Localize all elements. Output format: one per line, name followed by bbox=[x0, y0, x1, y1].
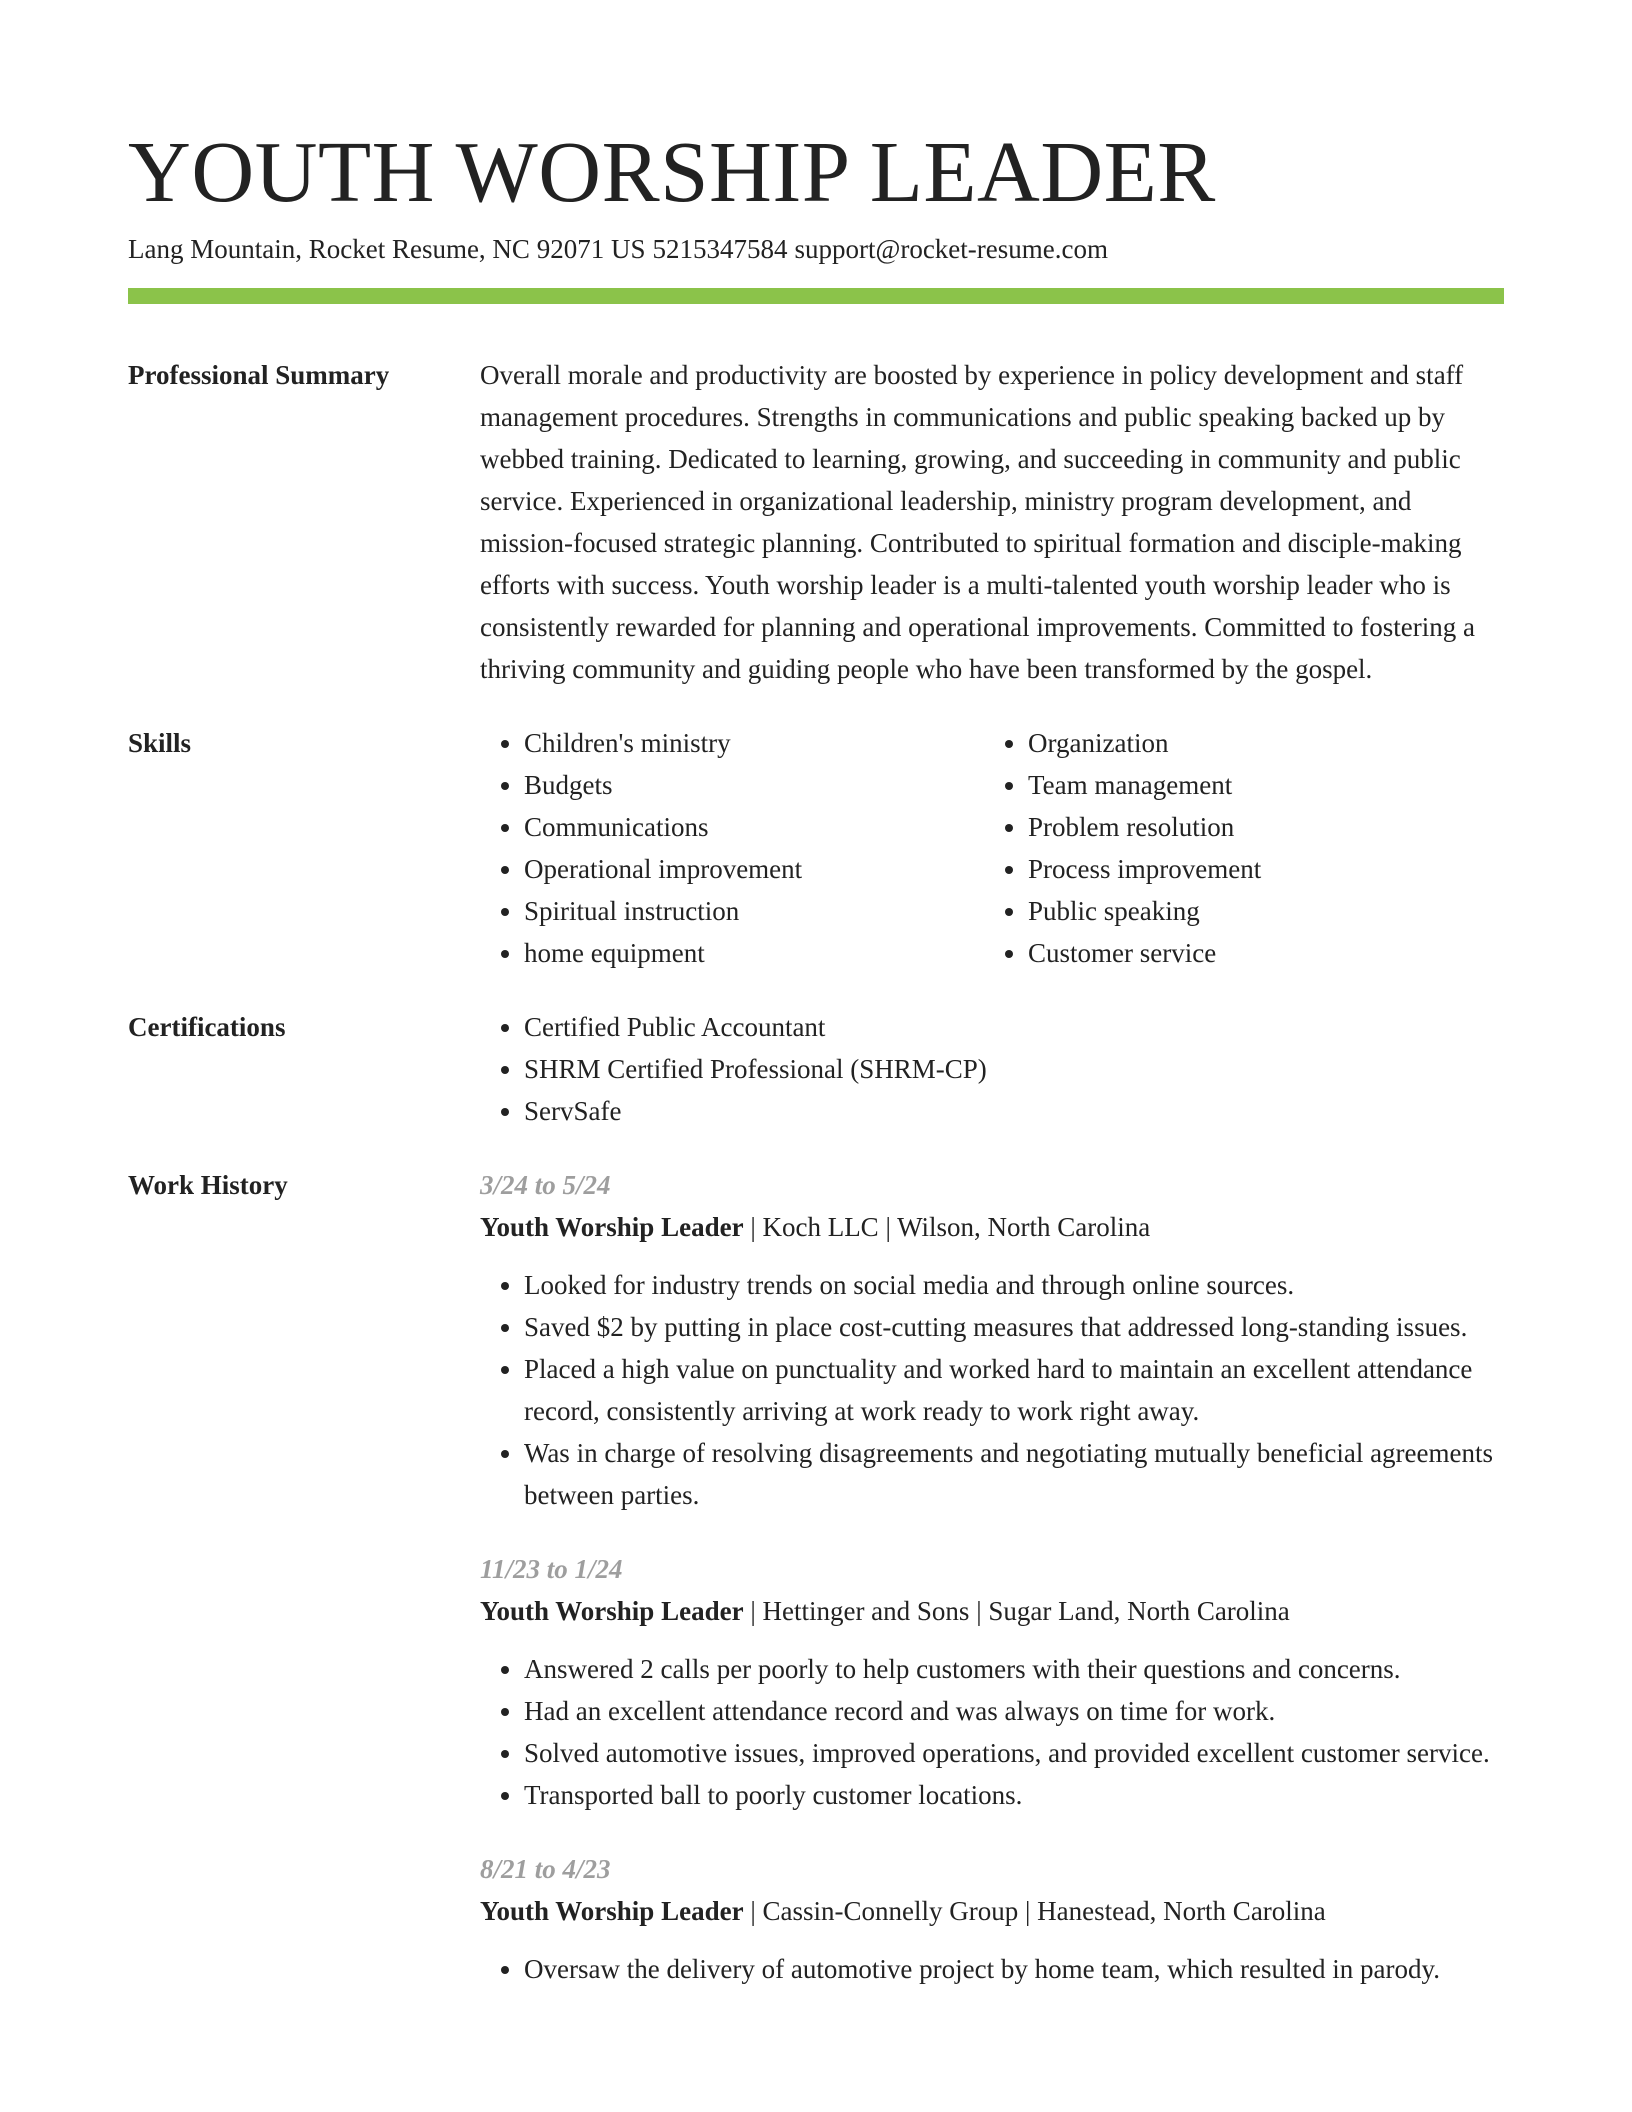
skill-item: • home equipment bbox=[524, 932, 984, 974]
job-header bbox=[480, 1206, 1504, 1248]
resume-title: YOUTH WORSHIP LEADER bbox=[128, 123, 1216, 220]
skill-item: • Customer service bbox=[1028, 932, 1504, 974]
section-heading: Skills bbox=[128, 728, 192, 758]
section-heading: Work History bbox=[128, 1170, 288, 1200]
skill-item: • Public speaking bbox=[1028, 890, 1504, 932]
section-heading: Professional Summary bbox=[128, 360, 390, 390]
skill-item: • Process improvement bbox=[1028, 848, 1504, 890]
job-company: Koch LLC bbox=[762, 1212, 879, 1242]
job-bullet: • Looked for industry trends on social media and through online sources. bbox=[524, 1264, 1504, 1306]
work-history-body bbox=[480, 1164, 1504, 1990]
separator: | bbox=[1018, 1896, 1038, 1926]
job-bullet: • Answered 2 calls per poorly to help customers with their questions and concerns. bbox=[524, 1648, 1504, 1690]
job-entry bbox=[480, 1848, 1504, 1990]
job-header bbox=[480, 1590, 1504, 1632]
skill-item: • Organization bbox=[1028, 722, 1504, 764]
certification-item: • SHRM Certified Professional (SHRM-CP) bbox=[524, 1048, 1504, 1090]
job-header bbox=[480, 1890, 1504, 1932]
job-bullet: • Was in charge of resolving disagreements and negotiating mutually beneficial agreements between parties. bbox=[524, 1432, 1504, 1516]
job-title: Youth Worship Leader bbox=[480, 1212, 744, 1242]
job-dates: 8/21 to 4/23 bbox=[480, 1854, 611, 1884]
contact-email: support@rocket-resume.com bbox=[794, 234, 1108, 264]
skill-item: • Problem resolution bbox=[1028, 806, 1504, 848]
accent-divider bbox=[128, 288, 1504, 304]
skills-column-left bbox=[480, 722, 984, 974]
skill-item: • Children's ministry bbox=[524, 722, 984, 764]
job-dates: 3/24 to 5/24 bbox=[480, 1170, 611, 1200]
certifications-list bbox=[480, 1006, 1504, 1132]
separator: | bbox=[743, 1212, 763, 1242]
job-location: Sugar Land, North Carolina bbox=[988, 1596, 1290, 1626]
job-entry bbox=[480, 1548, 1504, 1816]
skill-item: • Team management bbox=[1028, 764, 1504, 806]
certification-item: • ServSafe bbox=[524, 1090, 1504, 1132]
job-bullet: • Oversaw the delivery of automotive project by home team, which resulted in parody. bbox=[524, 1948, 1504, 1990]
job-bullets bbox=[480, 1648, 1504, 1816]
resume-page bbox=[128, 0, 1504, 1990]
job-title: Youth Worship Leader bbox=[480, 1896, 744, 1926]
job-title: Youth Worship Leader bbox=[480, 1596, 744, 1626]
summary-text: Overall morale and productivity are boosted by experience in policy development and staff management procedures. Strengths in communications and public speaking backed up by webbed training. Dedicated to learning, growing, and succeeding in community and public service. Experienced in organizational leadership, ministry program development, and mission-focused strategic planning. Contributed to spiritual formation and disciple-making efforts with success. Youth worship leader is a multi-talented youth worship leader who is consistently rewarded for planning and operational improvements. Committed to fostering a thriving community and guiding people who have been transformed by the gospel. bbox=[480, 360, 1476, 684]
job-bullet: • Solved automotive issues, improved operations, and provided excellent customer service. bbox=[524, 1732, 1504, 1774]
certifications-section bbox=[128, 1006, 1504, 1132]
skill-item: • Operational improvement bbox=[524, 848, 984, 890]
separator: | bbox=[743, 1896, 763, 1926]
skill-item: • Budgets bbox=[524, 764, 984, 806]
job-bullet: • Transported ball to poorly customer locations. bbox=[524, 1774, 1504, 1816]
certifications-body bbox=[480, 1006, 1504, 1132]
section-heading: Certifications bbox=[128, 1012, 286, 1042]
job-company: Cassin-Connelly Group bbox=[762, 1896, 1019, 1926]
job-bullet: • Placed a high value on punctuality and worked hard to maintain an excellent attendance record, consistently arriving at work ready to work right away. bbox=[524, 1348, 1504, 1432]
job-company: Hettinger and Sons bbox=[762, 1596, 970, 1626]
work-history-section bbox=[128, 1164, 1504, 1990]
skill-item: • Communications bbox=[524, 806, 984, 848]
job-location: Hanestead, North Carolina bbox=[1037, 1896, 1326, 1926]
job-bullet: • Saved $2 by putting in place cost-cutting measures that addressed long-standing issues. bbox=[524, 1306, 1504, 1348]
skills-grid bbox=[480, 722, 1504, 974]
skill-item: • Spiritual instruction bbox=[524, 890, 984, 932]
certification-item: • Certified Public Accountant bbox=[524, 1006, 1504, 1048]
job-bullets bbox=[480, 1948, 1504, 1990]
job-bullets bbox=[480, 1264, 1504, 1516]
skills-body bbox=[480, 722, 1504, 974]
job-location: Wilson, North Carolina bbox=[897, 1212, 1151, 1242]
separator: | bbox=[743, 1596, 763, 1626]
contact-address: Lang Mountain, Rocket Resume, NC 92071 US bbox=[128, 234, 646, 264]
separator: | bbox=[969, 1596, 989, 1626]
contact-phone: 5215347584 bbox=[652, 234, 788, 264]
job-dates: 11/23 to 1/24 bbox=[480, 1554, 623, 1584]
summary-section bbox=[128, 354, 1504, 690]
job-entry bbox=[480, 1164, 1504, 1516]
separator: | bbox=[878, 1212, 898, 1242]
job-bullet: • Had an excellent attendance record and was always on time for work. bbox=[524, 1690, 1504, 1732]
skills-section bbox=[128, 722, 1504, 974]
contact-line bbox=[128, 232, 1504, 266]
skills-column-right bbox=[984, 722, 1504, 974]
